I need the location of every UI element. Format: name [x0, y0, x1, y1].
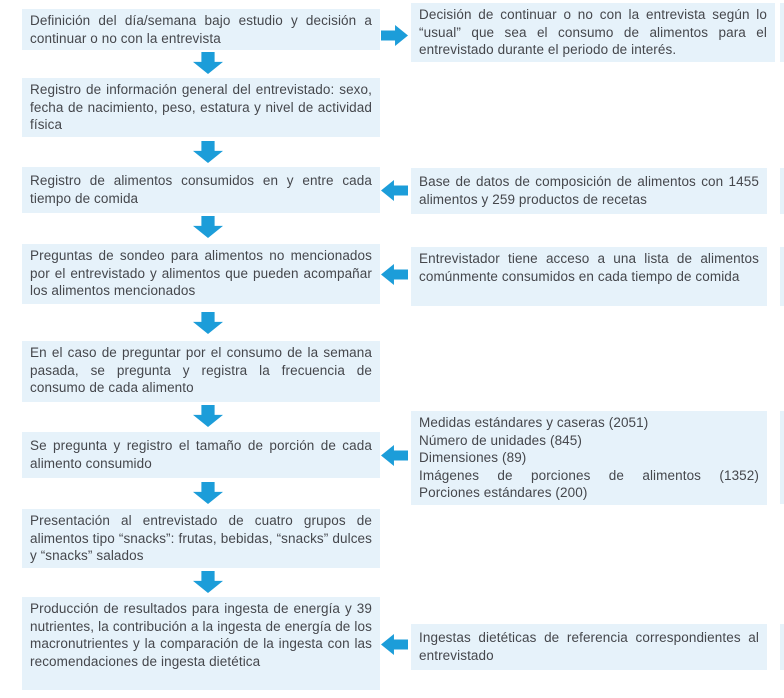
- page-edge-strip: [780, 247, 784, 306]
- arrow-down-icon: [193, 571, 223, 593]
- side-note-2: Base de datos de composición de alimentos con 1455 alimentos y 259 productos de recetas: [411, 168, 767, 214]
- arrow-down-icon: [193, 482, 223, 504]
- side-note-4-line-3: Dimensiones (89): [419, 450, 527, 465]
- side-note-4-line-4: Imágenes de porciones de alimentos (1352): [419, 467, 759, 483]
- page-edge-strip: [780, 411, 784, 504]
- arrow-left-icon: [381, 264, 408, 285]
- flow-step-2: Registro de información general del entrevistado: sexo, fecha de nacimiento, peso, estatura y nivel de actividad física: [22, 78, 380, 137]
- arrow-down-icon: [193, 405, 223, 427]
- flow-step-3: Registro de alimentos consumidos en y entre cada tiempo de comida: [22, 167, 380, 213]
- arrow-down-icon: [193, 141, 223, 163]
- arrow-right-icon: [381, 25, 408, 46]
- arrow-down-icon: [193, 312, 223, 334]
- flow-step-5: En el caso de preguntar por el consumo de la semana pasada, se pregunta y registra la frecuencia de consumo de cada alimento: [22, 341, 380, 402]
- side-note-3: Entrevistador tiene acceso a una lista de alimentos comúnmente consumidos en cada tiempo de comida: [411, 247, 767, 306]
- side-note-4-line-1: Medidas estándares y caseras (2051): [419, 415, 649, 430]
- page-edge-strip: [780, 168, 784, 214]
- arrow-left-icon: [381, 445, 408, 466]
- page-edge-strip: [780, 624, 784, 670]
- flow-step-6: Se pregunta y registro el tamaño de porción de cada alimento consumido: [22, 432, 380, 478]
- arrow-down-icon: [193, 52, 223, 74]
- flow-step-8: Producción de resultados para ingesta de energía y 39 nutrientes, la contribución a la ingesta de energía de los macronutrientes y la comparación de la ingesta con las recomendaciones de ingesta dietética: [22, 597, 380, 690]
- arrow-down-icon: [193, 216, 223, 238]
- side-note-4: [411, 411, 767, 505]
- side-note-4-line-2: Número de unidades (845): [419, 432, 582, 448]
- arrow-left-icon: [381, 180, 408, 201]
- side-note-5: Ingestas dietéticas de referencia correspondientes al entrevistado: [411, 624, 767, 670]
- side-note-4-line-5: Porciones estándares (200): [419, 485, 588, 500]
- flow-step-4: Preguntas de sondeo para alimentos no mencionados por el entrevistado y alimentos que pueden acompañar los alimentos mencionados: [22, 244, 380, 304]
- flow-step-1: Definición del día/semana bajo estudio y decisión a continuar o no con la entrevista: [22, 9, 380, 50]
- arrow-left-icon: [381, 634, 408, 655]
- flow-step-7: Presentación al entrevistado de cuatro grupos de alimentos tipo “snacks”: frutas, bebidas, “snacks” dulces y “snacks” salados: [22, 509, 380, 568]
- page-edge-strip: [780, 3, 784, 62]
- side-note-1: Decisión de continuar o no con la entrevista según lo “usual” que sea el consumo de alimentos para el entrevistado durante el periodo de interés.: [411, 3, 775, 62]
